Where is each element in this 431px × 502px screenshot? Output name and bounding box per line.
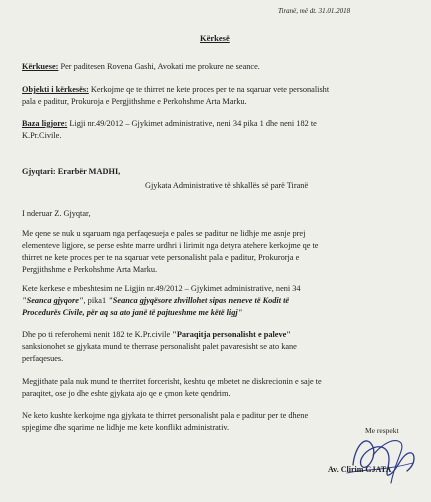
p1-line-4: Pergjithshme e Perkohshme Arta Marku. xyxy=(22,265,158,274)
baza-text-1: Ligji nr.49/2012 – Gjykimet administrative, neni 34 pika 1 dhe neni 182 te xyxy=(67,119,317,128)
baza-label: Baza ligjore: xyxy=(22,119,68,128)
handwritten-signature xyxy=(343,425,423,493)
objekti-text-1: Kerkojme qe te thirret ne kete proces per te na sqaruar vete personalisht xyxy=(88,85,330,94)
p3-start: Dhe po ti referohemi nenit 182 te K.Pr.civile xyxy=(22,330,173,339)
p2-line-1: Kete kerkese e mbeshtesim ne Ligjin nr.49/2012 – Gjykimet administrative, neni 34 xyxy=(22,284,301,293)
p5-line-1: Ne keto kushte kerkojme nga gjykata te thirret personalisht pala e paditur per te dhene xyxy=(22,411,309,420)
closing-text: Me respekt xyxy=(365,426,399,435)
p3-bold: "Paraqitja personalisht e paleve" xyxy=(172,330,291,339)
objekti-line-2: pala e paditur, Prokuroja e Pergjithshme e Perkohshme Arta Marku. xyxy=(22,97,247,106)
objekti-label: Objekti i kërkesës: xyxy=(22,85,89,94)
judge-name: Erarbër MADHI, xyxy=(55,167,121,176)
document-date: Tiranë, më dt. 31.01.2018 xyxy=(278,7,351,15)
p2-quote-1: "Seanca gjyqësore zhvillohet sipas neneve të Kodit të xyxy=(108,296,290,305)
p2-line-2 xyxy=(22,296,410,307)
court-name: Gjykata Administrative të shkallës së parë Tiranë xyxy=(145,181,309,190)
p2-pika: , pika1 xyxy=(83,296,109,305)
kerkuese-label: Kërkuese: xyxy=(22,62,59,71)
p4-line-1: Megjithate pala nuk mund te therritet forcerisht, keshtu qe mbetet ne diskrecionin e saje te xyxy=(22,377,322,386)
p1-line-3: thirret ne kete proces per te na sqaruar vete personalisht pala e paditur, Prokurorja e xyxy=(22,253,300,262)
p3-line-1 xyxy=(22,330,410,341)
kerkuese-line xyxy=(22,62,410,73)
judge-label: Gjyqtari: xyxy=(22,167,56,176)
kerkuese-text: Per paditesen Rovena Gashi, Avokati me prokure ne seance. xyxy=(58,62,260,71)
objekti-line-1 xyxy=(22,85,410,96)
p1-line-2: elementeve ligjore, se perse eshte marre urdhri i lirimit nga detyra atehere kerkojme qe te xyxy=(22,241,319,250)
p3-line-2: sanksionohet se gjykata mund te therrase personalisht palet pavaresisht se ato kane xyxy=(22,342,297,351)
p3-line-3: perfaqesues. xyxy=(22,354,64,363)
p5-line-2: spjegime dhe sqarime ne lidhje me kete konflikt administrativ. xyxy=(22,423,230,432)
baza-line-1 xyxy=(22,119,410,130)
salutation: I nderuar Z. Gjyqtar, xyxy=(22,209,91,218)
judge-line xyxy=(22,167,410,178)
document-title: Kërkesë xyxy=(200,33,230,43)
signer-name: Av. Clirim GJATA xyxy=(328,465,392,474)
p4-line-2: paraqitet, ose jo dhe eshte gjykata ajo qe e çmon kete qendrim. xyxy=(22,389,231,398)
p2-line-3: Procedurës Civile, për aq sa ato janë të pajtueshme me këtë ligj" xyxy=(22,308,243,317)
p2-seanca-bold: "Seanca gjyqore" xyxy=(22,296,84,305)
p1-line-1: Me qene se nuk u sqaruam nga perfaqesueja e pales se paditur ne lidhje me asnje prej xyxy=(22,229,306,238)
baza-line-2: K.Pr.Civile. xyxy=(22,131,62,140)
